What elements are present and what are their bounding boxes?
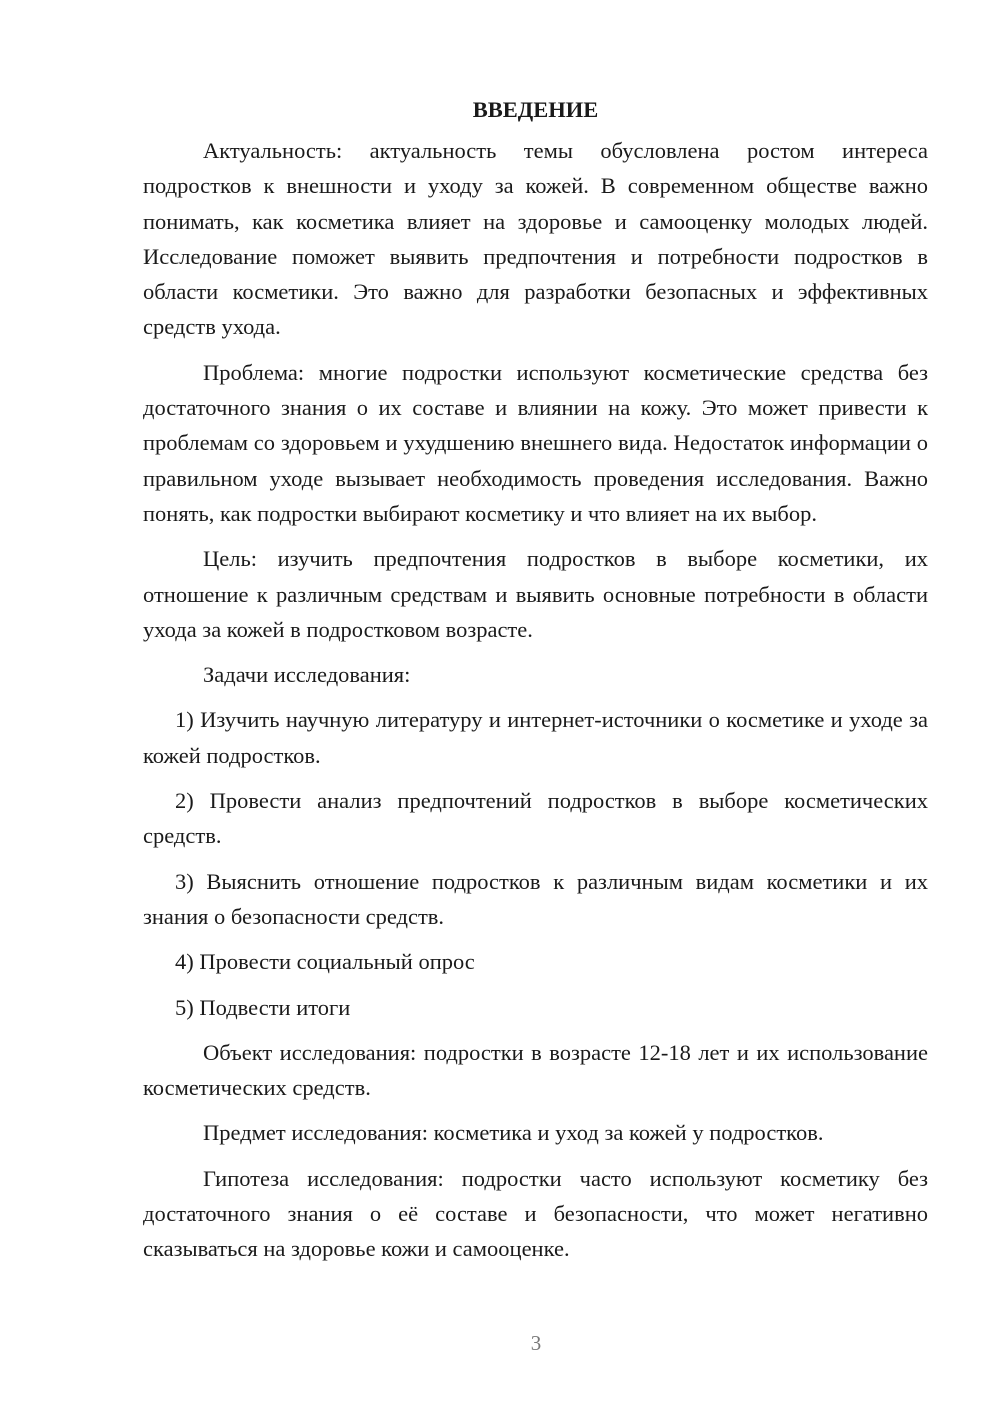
tasks-heading: Задачи исследования: bbox=[203, 662, 411, 688]
hypothesis-paragraph: Гипотеза исследования: подростки часто используют косметику без достаточного знания о её составе и безопасности, что может негативно сказываться на здоровье кожи и самооценке. bbox=[143, 1165, 928, 1262]
task-item-3: 3) Выяснить отношение подростков к различным видам косметики и их знания о безопасности средств. bbox=[143, 868, 928, 929]
relevance-paragraph: Актуальность: актуальность темы обусловлена ростом интереса подростков к внешности и уходу за кожей. В современном обществе важно понимать, как косметика влияет на здоровье и самооценку молодых людей. Исследование поможет выявить предпочтения и потребности подростков в области косметики. Это важно для разработки безопасных и эффективных средств ухода. bbox=[143, 138, 928, 340]
task-item-2: 2) Провести анализ предпочтений подростков в выборе косметических средств. bbox=[143, 788, 928, 849]
task-item-1: 1) Изучить научную литературу и интернет-источники о косметике и уходе за кожей подростков. bbox=[143, 707, 928, 768]
page-title: ВВЕДЕНИЕ bbox=[472, 97, 599, 122]
task-item-5: 5) Подвести итоги bbox=[175, 994, 351, 1020]
object-paragraph: Объект исследования: подростки в возрасте 12-18 лет и их использование косметических средств. bbox=[143, 1039, 928, 1101]
task-item-4: 4) Провести социальный опрос bbox=[175, 949, 475, 975]
document-page bbox=[143, 92, 928, 1277]
subject-paragraph: Предмет исследования: косметика и уход за кожей у подростков. bbox=[203, 1120, 824, 1146]
problem-paragraph: Проблема: многие подростки используют косметические средства без достаточного знания о их составе и влиянии на кожу. Это может привести к проблемам со здоровьем и ухудшению внешнего вида. Недостаток информации о правильном уходе вызывает необходимость проведения исследования. Важно понять, как подростки выбирают косметику и что влияет на их выбор. bbox=[143, 359, 928, 526]
page-number: 3 bbox=[530, 1331, 542, 1355]
goal-paragraph: Цель: изучить предпочтения подростков в выборе косметики, их отношение к различным средствам и выявить основные потребности в области ухода за кожей в подростковом возрасте. bbox=[143, 546, 928, 642]
